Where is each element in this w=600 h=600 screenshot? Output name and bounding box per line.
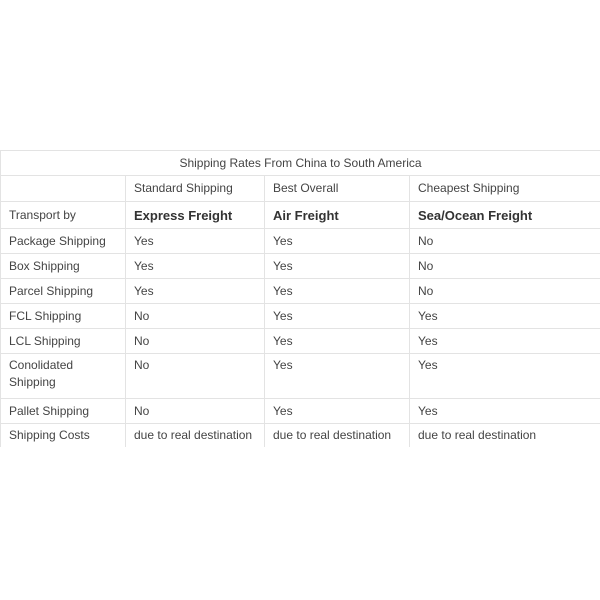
table-row (1, 304, 600, 329)
row-label: Shipping Costs (1, 424, 126, 448)
row-label: Box Shipping (1, 254, 126, 279)
transport-sea-ocean-freight: Sea/Ocean Freight (410, 202, 600, 229)
row-label: LCL Shipping (1, 329, 126, 354)
row-label: FCL Shipping (1, 304, 126, 329)
row-label: Package Shipping (1, 229, 126, 254)
table-cell: Yes (410, 399, 600, 424)
table-caption: Shipping Rates From China to South America (1, 151, 600, 176)
table-row (1, 254, 600, 279)
table-cell: No (126, 304, 265, 329)
header-cell-empty (1, 176, 126, 202)
table-row (1, 354, 600, 399)
table-row (1, 399, 600, 424)
table-cell: No (410, 229, 600, 254)
table-cell: Yes (265, 329, 410, 354)
table-cell: Yes (265, 354, 410, 399)
table-cell: Yes (265, 279, 410, 304)
table-cell: Yes (265, 254, 410, 279)
table-cell: No (410, 279, 600, 304)
table-row (1, 229, 600, 254)
header-cheapest-shipping: Cheapest Shipping (410, 176, 600, 202)
table-cell: due to real destination (410, 424, 600, 448)
table-cell: Yes (126, 254, 265, 279)
table-cell: No (126, 399, 265, 424)
table-cell: Yes (265, 399, 410, 424)
row-label: Pallet Shipping (1, 399, 126, 424)
table-cell: due to real destination (265, 424, 410, 448)
transport-air-freight: Air Freight (265, 202, 410, 229)
table-cell: Yes (265, 229, 410, 254)
table-cell: Yes (126, 279, 265, 304)
table-cell: Yes (410, 329, 600, 354)
table-cell: Yes (410, 354, 600, 399)
transport-express-freight: Express Freight (126, 202, 265, 229)
transport-row (1, 202, 600, 229)
header-standard-shipping: Standard Shipping (126, 176, 265, 202)
row-label: Transport by (1, 202, 126, 229)
table-cell: due to real destination (126, 424, 265, 448)
table-cell: Yes (126, 229, 265, 254)
table-cell: No (126, 329, 265, 354)
header-best-overall: Best Overall (265, 176, 410, 202)
table-row (1, 279, 600, 304)
row-label: Parcel Shipping (1, 279, 126, 304)
table-caption-row (1, 151, 600, 176)
table-cell: No (410, 254, 600, 279)
row-label: Conolidated Shipping (1, 354, 126, 399)
table-row (1, 329, 600, 354)
shipping-rates-table (0, 150, 600, 447)
table-cell: Yes (265, 304, 410, 329)
table-cell: Yes (410, 304, 600, 329)
table-header-row (1, 176, 600, 202)
table-row (1, 424, 600, 448)
table-cell: No (126, 354, 265, 399)
